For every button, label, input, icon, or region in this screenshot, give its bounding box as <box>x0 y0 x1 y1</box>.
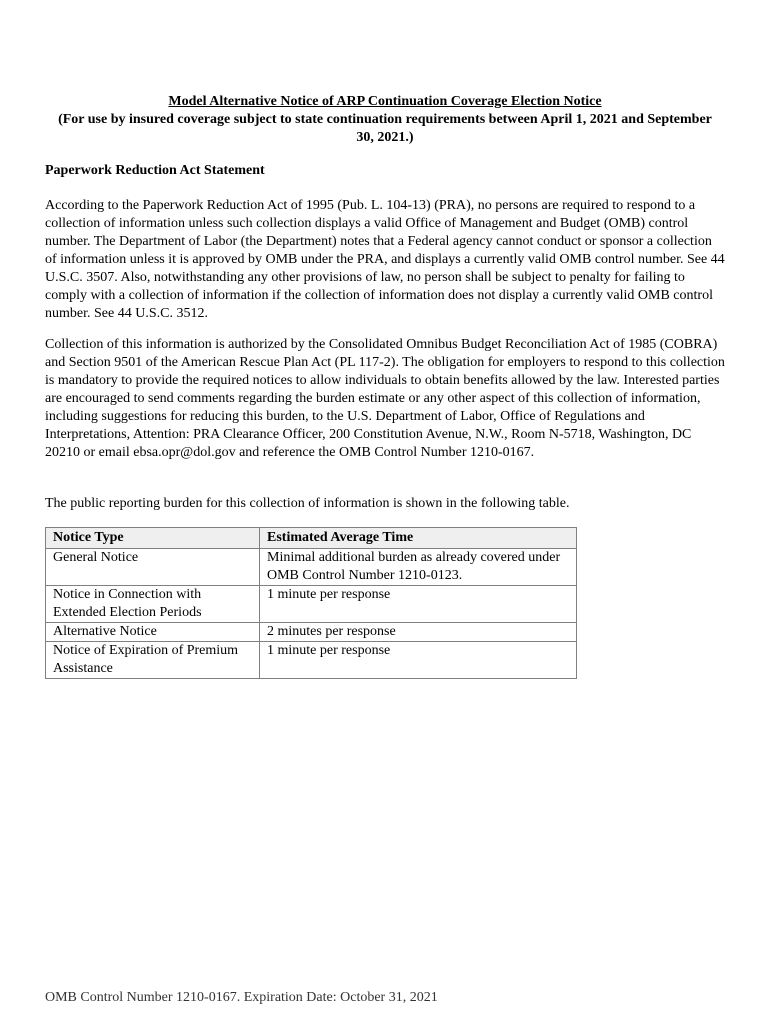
notice-title: Model Alternative Notice of ARP Continuation Coverage Election Notice <box>168 94 602 109</box>
table-row <box>46 586 577 623</box>
notice-title-block <box>45 93 725 147</box>
estimated-time-cell: Minimal additional burden as already covered under OMB Control Number 1210-0123. <box>260 549 577 586</box>
header-notice-type: Notice Type <box>46 528 260 549</box>
estimated-time-cell: 1 minute per response <box>260 642 577 679</box>
table-row <box>46 549 577 586</box>
notice-type-cell: Notice of Expiration of Premium Assistance <box>46 642 260 679</box>
header-estimated-time: Estimated Average Time <box>260 528 577 549</box>
notice-type-cell: General Notice <box>46 549 260 586</box>
estimated-time-cell: 2 minutes per response <box>260 623 577 642</box>
section-heading: Paperwork Reduction Act Statement <box>45 163 265 178</box>
notice-type-cell: Alternative Notice <box>46 623 260 642</box>
page-footer: OMB Control Number 1210-0167. Expiration Date: October 31, 2021 <box>45 990 438 1005</box>
notice-subtitle: (For use by insured coverage subject to state continuation requirements between April 1, 2021 and September 30, 2021.) <box>58 112 712 145</box>
paragraph-burden-intro: The public reporting burden for this collection of information is shown in the following table. <box>45 496 570 511</box>
notice-type-cell: Notice in Connection with Extended Election Periods <box>46 586 260 623</box>
estimated-time-cell: 1 minute per response <box>260 586 577 623</box>
burden-table <box>45 527 577 679</box>
paragraph-collection-authority: Collection of this information is authorized by the Consolidated Omnibus Budget Reconciliation Act of 1985 (COBRA) and Section 9501 of the American Rescue Plan Act (PL 117-2). The obligation for employers to respond to this collection is mandatory to provide the required notices to allow individuals to obtain benefits allowed by the law. Interested parties are encouraged to send comments regarding the burden estimate or any other aspect of this collection of information, including suggestions for reducing this burden, to the U.S. Department of Labor, Office of Regulations and Interpretations, Attention: PRA Clearance Officer, 200 Constitution Avenue, N.W., Room N-5718, Washington, DC 20210 or email ebsa.opr@dol.gov and reference the OMB Control Number 1210-0167. <box>45 337 725 460</box>
table-header-row <box>46 528 577 549</box>
paragraph-pra: According to the Paperwork Reduction Act of 1995 (Pub. L. 104-13) (PRA), no persons are required to respond to a collection of information unless such collection displays a valid Office of Management and Budget (OMB) control number. The Department of Labor (the Department) notes that a Federal agency cannot conduct or sponsor a collection of information unless it is approved by OMB under the PRA, and displays a currently valid OMB control number. See 44 U.S.C. 3507. Also, notwithstanding any other provisions of law, no person shall be subject to penalty for failing to comply with a collection of information if the collection of information does not display a currently valid OMB control number. See 44 U.S.C. 3512. <box>45 198 725 321</box>
table-row <box>46 623 577 642</box>
table-row <box>46 642 577 679</box>
